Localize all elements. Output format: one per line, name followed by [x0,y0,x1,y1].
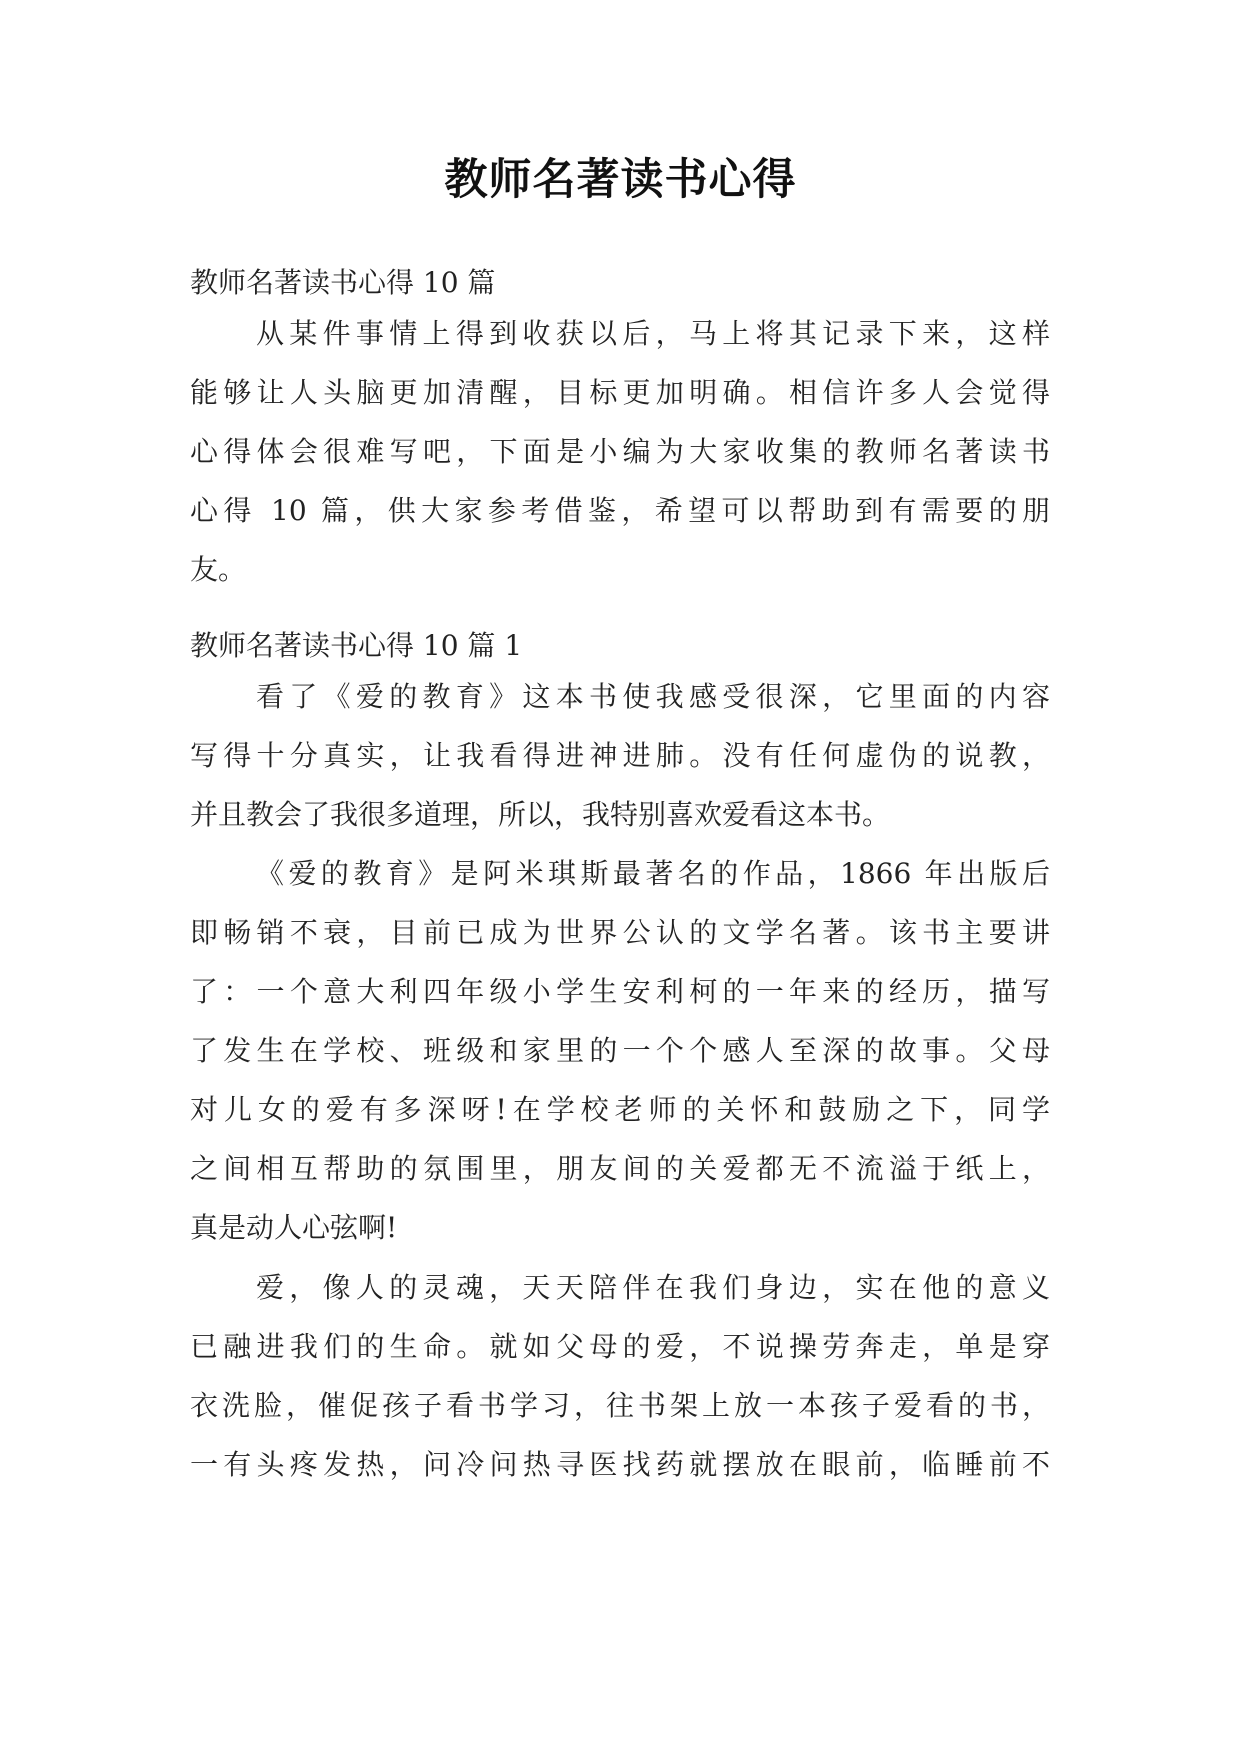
paragraph-line: 已融进我们的生命。就如父母的爱，不说操劳奔走，单是穿 [190,1330,1050,1363]
paragraph-line: 写得十分真实，让我看得进神进肺。没有任何虚伪的说教， [190,739,1050,772]
page-title: 教师名著读书心得 [444,155,797,205]
intro-line: 心得体会很难写吧，下面是小编为大家收集的教师名著读书 [190,435,1050,468]
intro-line: 能够让人头脑更加清醒，目标更加明确。相信许多人会觉得 [190,376,1050,409]
paragraph-line: 了发生在学校、班级和家里的一个个感人至深的故事。父母 [190,1034,1050,1067]
paragraph-line: 衣洗脸，催促孩子看书学习，往书架上放一本孩子爱看的书， [190,1389,1050,1422]
paragraph-line: 了：一个意大利四年级小学生安利柯的一年来的经历，描写 [190,975,1050,1008]
body-paragraph-2 [190,844,1050,1257]
paragraph-line: 真是动人心弦啊! [190,1211,398,1244]
paragraph-line: 爱，像人的灵魂，天天陪伴在我们身边，实在他的意义 [256,1271,1050,1304]
paragraph-line: 《爱的教育》是阿米琪斯最著名的作品，1866 年出版后 [256,857,1050,890]
paragraph-line: 一有头疼发热，问冷问热寻医找药就摆放在眼前，临睡前不 [190,1448,1050,1481]
paragraph-line: 之间相互帮助的氛围里，朋友间的关爱都无不流溢于纸上， [190,1152,1050,1185]
paragraph-line: 看了《爱的教育》这本书使我感受很深，它里面的内容 [256,680,1050,713]
body-paragraph-1 [190,667,1050,844]
body-paragraph-3 [190,1258,1050,1494]
intro-line: 从某件事情上得到收获以后，马上将其记录下来，这样 [256,317,1050,350]
intro-line: 心得 10 篇，供大家参考借鉴，希望可以帮助到有需要的朋 [190,494,1050,527]
paragraph-line: 并且教会了我很多道理，所以，我特别喜欢爱看这本书。 [190,798,891,831]
intro-line: 友。 [190,553,247,586]
paragraph-line: 即畅销不衰，目前已成为世界公认的文学名著。该书主要讲 [190,916,1050,949]
document-subtitle: 教师名著读书心得 10 篇 [190,266,496,299]
paragraph-line: 对儿女的爱有多深呀!在学校老师的关怀和鼓励之下，同学 [190,1093,1050,1126]
section-heading: 教师名著读书心得 10 篇 1 [190,629,523,662]
intro-paragraph [190,304,1050,599]
